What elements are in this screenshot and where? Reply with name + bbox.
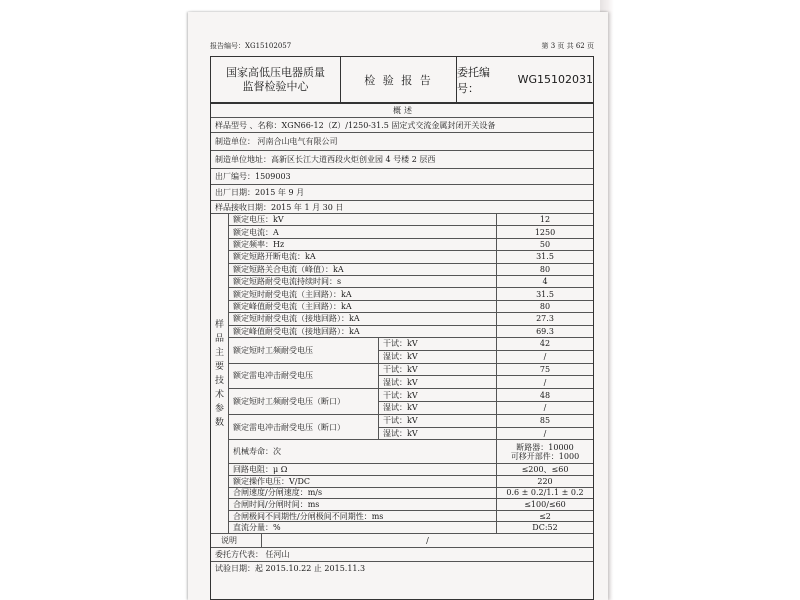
wet-test-value: / — [497, 351, 593, 364]
voltage-param: 额定短时工频耐受电压 — [229, 338, 379, 364]
dry-test-label: 干试：kV — [379, 415, 497, 428]
spec-param: 额定短路开断电流：kA — [229, 251, 497, 263]
spec-label-char: 术 — [214, 389, 224, 400]
spec-value: DC:52 — [497, 522, 593, 534]
spec-param: 额定电流：A — [229, 226, 497, 238]
spec-value: 80 — [497, 301, 593, 313]
spec-value: ≤2 — [497, 511, 593, 523]
spec-param: 直流分量：% — [229, 522, 497, 534]
spec-label-char: 品 — [214, 333, 224, 344]
spec-param: 合闸速度/分闸速度：m/s — [229, 488, 497, 500]
dry-test-value: 75 — [497, 364, 593, 377]
spec-param: 额定短时耐受电流（接地回路）：kA — [229, 313, 497, 325]
spec-value: 27.3 — [497, 313, 593, 325]
voltage-param: 额定雷电冲击耐受电压 — [229, 364, 379, 390]
dry-test-label: 干试：kV — [379, 338, 497, 351]
report-number: 报告编号：XG15102057 — [210, 42, 292, 50]
removable-part-life: 可移开部件：1000 — [510, 451, 580, 461]
report-table — [210, 102, 594, 600]
spec-param: 额定操作电压：V/DC — [229, 476, 497, 488]
dry-test-label: 干试：kV — [379, 364, 497, 377]
overview-heading: 概述 — [211, 103, 593, 117]
spec-param: 额定电压：kV — [229, 214, 497, 226]
manufacturer-address: 制造单位地址：高新区长江大道西段火炬创业园 4 号楼 2 层西 — [211, 150, 593, 168]
page-info: 第 3 页 共 62 页 — [541, 42, 594, 50]
spec-param: 额定短路耐受电流持续时间：s — [229, 276, 497, 288]
spec-table — [229, 213, 593, 533]
spec-section-label — [211, 213, 229, 533]
spec-label-char: 要 — [214, 361, 224, 372]
spec-value: 1250 — [497, 226, 593, 238]
spec-param: 额定峰值耐受电流（接地回路）：kA — [229, 326, 497, 338]
spec-param: 额定短时耐受电流（主回路）：kA — [229, 288, 497, 300]
spec-param: 回路电阻：μ Ω — [229, 464, 497, 476]
spec-param: 额定频率：Hz — [229, 239, 497, 251]
test-date: 试验日期：起 2015.10.22 止 2015.11.3 — [211, 561, 593, 575]
spec-value: 12 — [497, 214, 593, 226]
report-title: 检 验 报 告 — [341, 57, 457, 102]
spec-label-char: 样 — [214, 319, 224, 330]
report-page — [188, 12, 608, 600]
sample-model: 样品型号 、名称：XGN66-12（Z）/1250-31.5 固定式交流金属封闭开关设备 — [211, 117, 593, 132]
wet-test-value: / — [497, 402, 593, 415]
spec-param: 额定峰值耐受电流（主回路）：kA — [229, 301, 497, 313]
wet-test-value: / — [497, 428, 593, 441]
org-name: 国家高低压电器质量 监督检验中心 — [211, 57, 341, 102]
spec-value: 0.6 ± 0.2/1.1 ± 0.2 — [497, 488, 593, 500]
spec-value: 220 — [497, 476, 593, 488]
note-label: 说明 — [211, 534, 262, 547]
manufacturer: 制造单位： 河南合山电气有限公司 — [211, 132, 593, 150]
note-value: / — [426, 536, 429, 545]
spec-value: 80 — [497, 264, 593, 276]
dry-test-value: 42 — [497, 338, 593, 351]
report-header — [210, 56, 594, 102]
voltage-param: 额定短时工频耐受电压（断口） — [229, 389, 379, 415]
top-line — [210, 41, 594, 51]
manufacture-date: 出厂日期：2015 年 9 月 — [211, 184, 593, 200]
serial-number: 出厂编号：1509003 — [211, 168, 593, 184]
wet-test-label: 湿试：kV — [379, 351, 497, 364]
mechanical-life-param: 机械寿命：次 — [229, 440, 497, 464]
spec-param: 额定短路关合电流（峰值）：kA — [229, 264, 497, 276]
dry-test-label: 干试：kV — [379, 389, 497, 402]
spec-value: 50 — [497, 239, 593, 251]
receipt-date: 样品接收日期：2015 年 1 月 30 日 — [211, 200, 593, 213]
commission-number: 委托编号： WG15102031 — [457, 65, 593, 95]
spec-label-char: 参 — [214, 403, 224, 414]
mechanical-life-value — [497, 440, 593, 464]
wet-test-label: 湿试：kV — [379, 428, 497, 441]
spec-label-char: 技 — [214, 375, 224, 386]
breaker-life: 断路器：10000 — [516, 442, 574, 452]
dry-test-value: 85 — [497, 415, 593, 428]
client-representative: 委托方代表： 任河山 — [211, 547, 593, 561]
note-row — [211, 533, 593, 547]
wet-test-value: / — [497, 376, 593, 389]
spec-label-char: 主 — [214, 347, 224, 358]
spec-value: 31.5 — [497, 288, 593, 300]
dry-test-value: 48 — [497, 389, 593, 402]
voltage-param: 额定雷电冲击耐受电压（断口） — [229, 415, 379, 441]
wet-test-label: 湿试：kV — [379, 376, 497, 389]
spec-value: 31.5 — [497, 251, 593, 263]
spec-param: 合闸时间/分闸时间：ms — [229, 499, 497, 511]
spec-label-char: 数 — [214, 417, 224, 428]
spec-value: 4 — [497, 276, 593, 288]
spec-value: 69.3 — [497, 326, 593, 338]
spec-value: ≤100/≤60 — [497, 499, 593, 511]
spec-value: ≤200、≤60 — [497, 464, 593, 476]
spec-param: 合闸极间不同期性/分闸极间不同期性：ms — [229, 511, 497, 523]
wet-test-label: 湿试：kV — [379, 402, 497, 415]
